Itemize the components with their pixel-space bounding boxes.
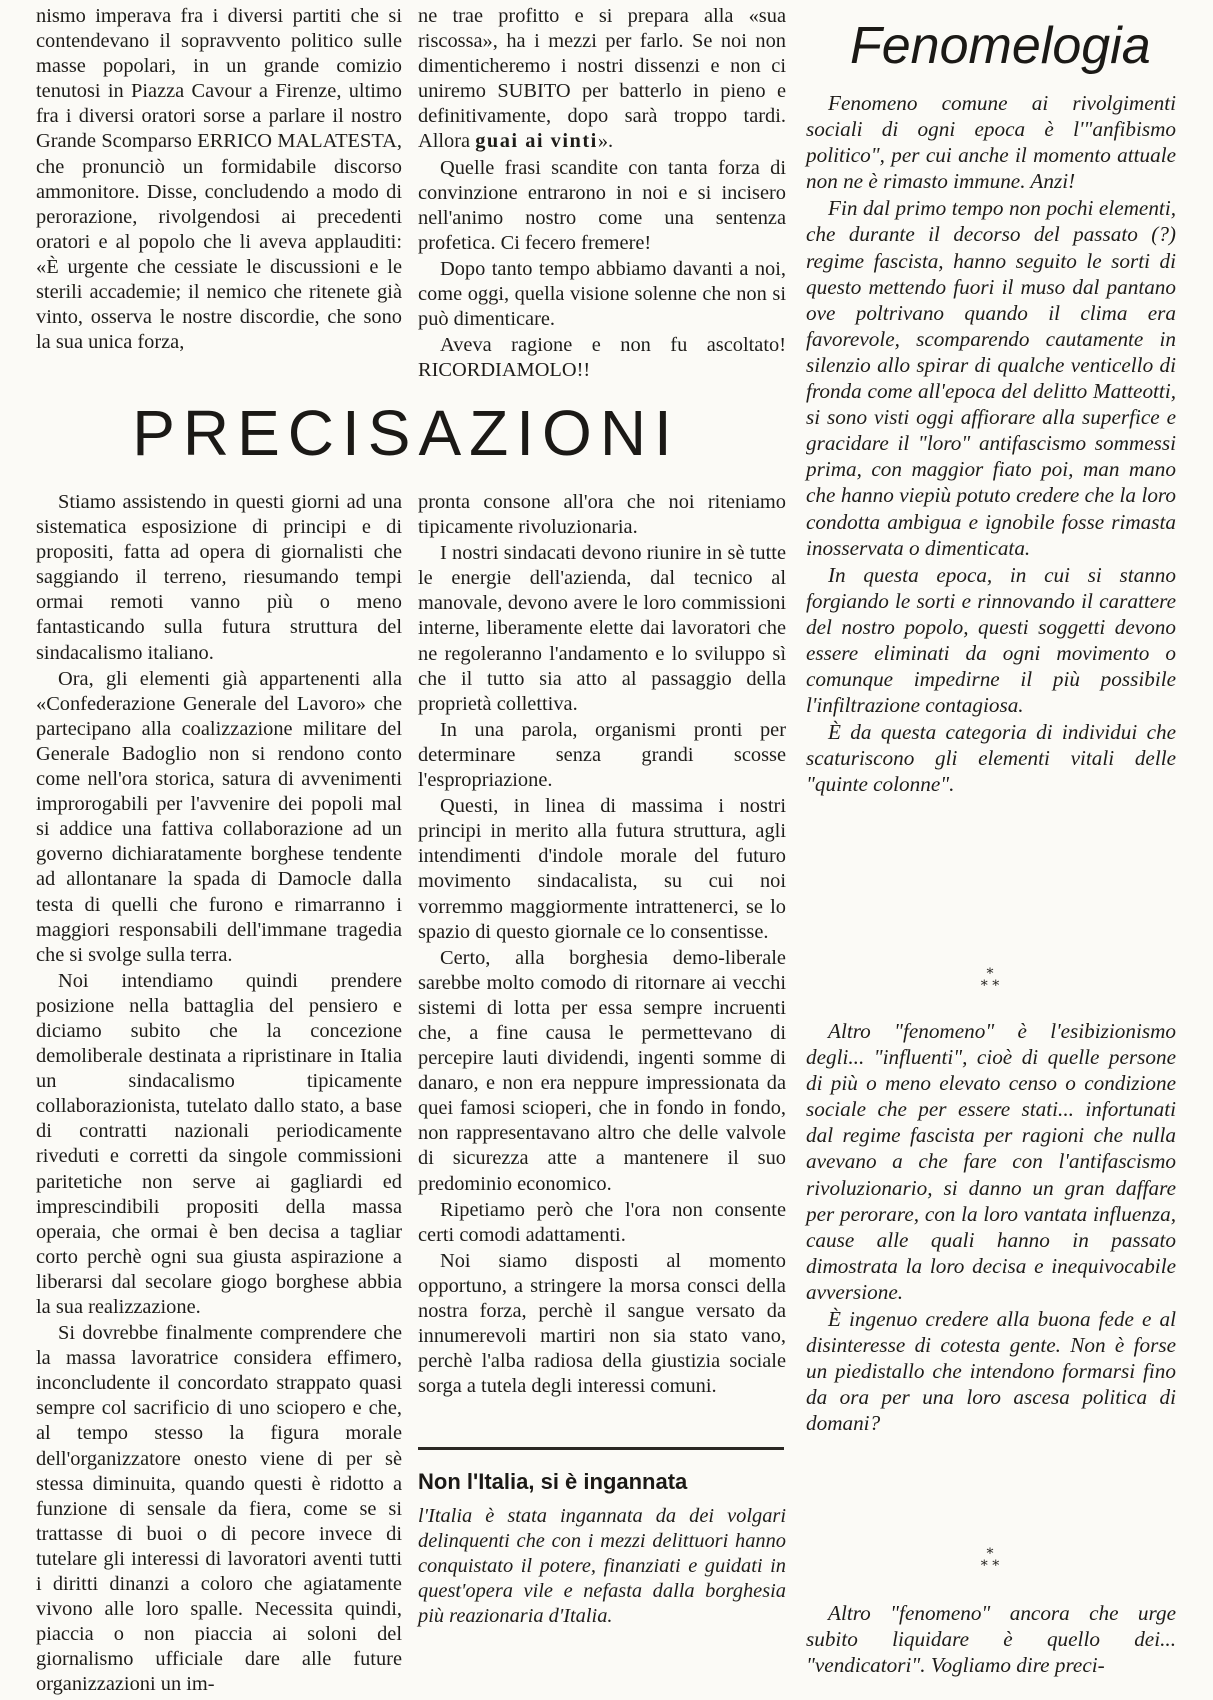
article-headline: PRECISAZIONI (132, 397, 680, 469)
section-divider (418, 1447, 784, 1450)
article-paragraph: I nostri sindacati devono riunire in sè tutte le energie dell'azienda, dal tecnico al manovale, devono avere le loro commissioni interne, liberamente elette dai lavoratori che ne regoleranno l'andamento e lo sviluppo sì che il tutto sia atto al passaggio della proprietà collettiva. (418, 542, 786, 715)
column-headline: Fenomelogia (850, 17, 1151, 75)
fenomelogia-paragraph: Altro "fenomeno" ancora che urge subito liquidare è quello dei... "vendicatori". Vogliamo dire preci- (806, 1601, 1176, 1678)
article-paragraph: Noi intendiamo quindi prendere posizione nella battaglia del pensiero e diciamo subito che la concezione demoliberale destinata a ripristinare in Italia un sindacalismo tipicamente collaborazionista, tutelato dallo stato, a base di contratti nazionali periodicamente riveduti e corretti da singole commissioni paritetiche non serve ai gagliardi ed imprescindibili propositi della massa operaia, che ormai è ben decisa a tagliar corto perchè ogni sua giusta aspirazione a liberarsi dal secolare giogo borghese abbia la sua realizzazione. (36, 969, 402, 1318)
intro-right-text: ne trae profitto e si prepara alla «sua riscossa», ha i mezzi per farlo. Se noi non dimenticheremo i nostri dissenzi e non ci uniremo SUBITO per batterlo in pieno e definitivamente, dopo sarà troppo tardi. Allora (418, 5, 786, 153)
article-right-column (418, 490, 786, 1399)
article-paragraph: Ripetiamo però che l'ora non consente certi comodi adattamenti. (418, 1198, 786, 1246)
short-article-column (418, 1504, 786, 1629)
article-paragraph: Certo, alla borghesia demo-liberale sarebbe molto comodo di ritornare ai vecchi sistemi di lotta per essa sempre incruenti che, a fine causa le permettevano di percepire lauti dividendi, ingenti somme di danaro, e non era neppure impressionata da quei famosi scioperi, che in fondo in fondo, non rappresentavano altro che delle valvole di sicurezza atte a mantenere il suo predominio economico. (418, 946, 786, 1195)
fenomelogia-paragraph: È ingenuo credere alla buona fede e al disinteresse di cotesta gente. Non è forse un piedistallo che intendono formarsi fino da ora per una loro ascesa politica di domani? (806, 1307, 1176, 1436)
intro-left-column (36, 4, 402, 355)
fenomelogia-paragraph: Altro "fenomeno" è l'esibizionismo degli... "influenti", cioè di quelle persone di più o meno elevato censo o condizione sociale che per essere stati... infortunati dal regime fascista per ragioni che nulla avevano a che fare con l'antifascismo rivoluzionario, si danno un gran daffare per perorare, con la loro vantata influenza, cause alle quali hanno in passato dimostrata la loro decisa e inequivocabile avversione. (806, 1019, 1176, 1304)
intro-right-paragraph: Aveva ragione e non fu ascoltato! RICORDIAMOLO!! (418, 334, 786, 382)
article-paragraph: Noi siamo disposti al momento opportuno, a stringere la morsa consci della nostra forza, perchè il sangue versato da innumerevoli martiri non sia stato vano, perchè l'alba radiosa della giustizia sociale sorga a tutela degli interessi comuni. (418, 1249, 786, 1398)
intro-right-paragraph: Quelle frasi scandite con tanta forza di convinzione entrarono in noi e si incisero nell'animo nostro come una sentenza profetica. Ci fecero fremere! (418, 156, 786, 254)
asterism-divider: * * * (980, 966, 1000, 994)
article-paragraph: Ora, gli elementi già appartenenti alla «Confederazione Generale del Lavoro» che partecipano alla coalizzazione militare del Generale Badoglio non si rendono conto come nell'ora storica, satura di avvenimenti improrogabili per l'avvenire dei popoli mal si addice una fattiva collaborazione ad un governo dichiaratamente borghese tendente ad allontanare la spada di Damocle dalla testa di quelli che furono e rimarranno i maggiori responsabili dell'immane tragedia che si svolge sulla terra. (36, 667, 402, 966)
intro-right-column (418, 4, 786, 383)
fenomelogia-column (806, 90, 1176, 798)
asterism-divider: * * * (980, 1546, 1000, 1574)
article-paragraph: In una parola, organismi pronti per determinare senza grandi scosse l'espropriazione. (418, 718, 786, 792)
fenomelogia-paragraph: Fin dal primo tempo non pochi elementi, che durante il decorso del passato (?) regime fascista, hanno seguito le sorti di questo mettendo fuori il muso dal pantano ove poltrivano quando il clima era favorevole, scomparendo cautamente in silenzio allo spirar di qualche venticello di fronda come all'epoca del delitto Matteotti, si sono visti oggi affiorare alla superfice e gracidare il "loro" antifascismo sommessi prima, con maggior fiato poi, man mano che hanno viepiù potuto credere che la loro condotta ambigua e ignobile fosse rimasta inosservata o dimenticata. (806, 196, 1176, 560)
fenomelogia-column-third (806, 1600, 1176, 1678)
article-paragraph: Si dovrebbe finalmente comprendere che la massa lavoratrice considera effimero, inconcludente il concordato strappato quasi sempre col sacrificio di uno sciopero e che, al tempo stesso la figura morale dell'organizzatore onesto viene di per sè stessa diminuita, quando questi è ridotto a funzione di sensale da fiera, come se si trattasse di buoi o di pecore invece di tutelare gli interessi di lavoratori aventi tutti i diritti dinanzi a coloro che agiatamente vivono alle loro spalle. Necessita quindi, piaccia o non piaccia ai soloni del giornalismo ufficiale dare alle future organizzazioni un im- (36, 1322, 402, 1696)
intro-left-paragraph: nismo imperava fra i diversi partiti che si contendevano il sopravvento politico sulle masse popolari, in un grande comizio tenutosi in Piazza Cavour a Firenze, ultimo fra i diversi oratori sorse a parlare il nostro Grande Scomparso ERRICO MALATESTA, che pronunciò un formidabile discorso ammonitore. Disse, concludendo a modo di perorazione, rivolgendosi ai precedenti oratori e al popolo che li aveva applauditi: «È urgente che cessiate le discussioni e le sterili accademie; il nemico che ritenete già vinto, osserva le nostre discordie, che sono la sua unica forza, (36, 5, 402, 354)
fenomelogia-paragraph: In questa epoca, in cui si stanno forgiando le sorti e rinnovando il carattere del nostro popolo, questi soggetti devono essere eliminati da ogni movimento o comunque impedirne il più possibile l'infiltrazione contagiosa. (806, 562, 1176, 718)
short-article-paragraph: l'Italia è stata ingannata da dei volgari delinquenti che con i mezzi delittuori hanno conquistato il potere, finanziati e guidati in quest'opera vile e nefasta dalla borghesia più reazionaria d'Italia. (418, 1505, 786, 1628)
fenomelogia-column-second (806, 1018, 1176, 1437)
short-article-headline: Non l'Italia, si è ingannata (418, 1469, 688, 1494)
intro-right-paragraph: Dopo tanto tempo abbiamo davanti a noi, come oggi, quella visione solenne che non si può dimenticare. (418, 257, 786, 331)
intro-right-paragraph (418, 4, 786, 155)
intro-right-text-end: ». (597, 130, 614, 153)
article-left-column (36, 490, 402, 1698)
article-paragraph: Questi, in linea di massima i nostri principi in merito alla futura struttura, agli intendimenti d'indole morale del futuro movimento sindacalista, su cui noi vorremmo maggiormente intrattenerci, se lo spazio di questo giornale ce lo consentisse. (418, 795, 786, 943)
fenomelogia-paragraph: È da questa categoria di individui che scaturiscono gli elementi vitali delle "quinte colonne". (806, 720, 1176, 797)
article-paragraph: pronta consone all'ora che noi riteniamo tipicamente rivoluzionaria. (418, 491, 786, 539)
article-paragraph: Stiamo assistendo in questi giorni ad una sistematica esposizione di principi e di propositi, fatta ad opera di giornalisti che saggiando il terreno, riesumando tempi ormai remoti vanno più o meno fantasticando sulla futura struttura del sindacalismo italiano. (36, 491, 402, 664)
fenomelogia-paragraph: Fenomeno comune ai rivolgimenti sociali di ogni epoca è l'"anfibismo politico", per cui anche il momento attuale non ne è rimasto immune. Anzi! (806, 91, 1176, 194)
intro-right-emphasis: guai ai vinti (475, 130, 598, 153)
